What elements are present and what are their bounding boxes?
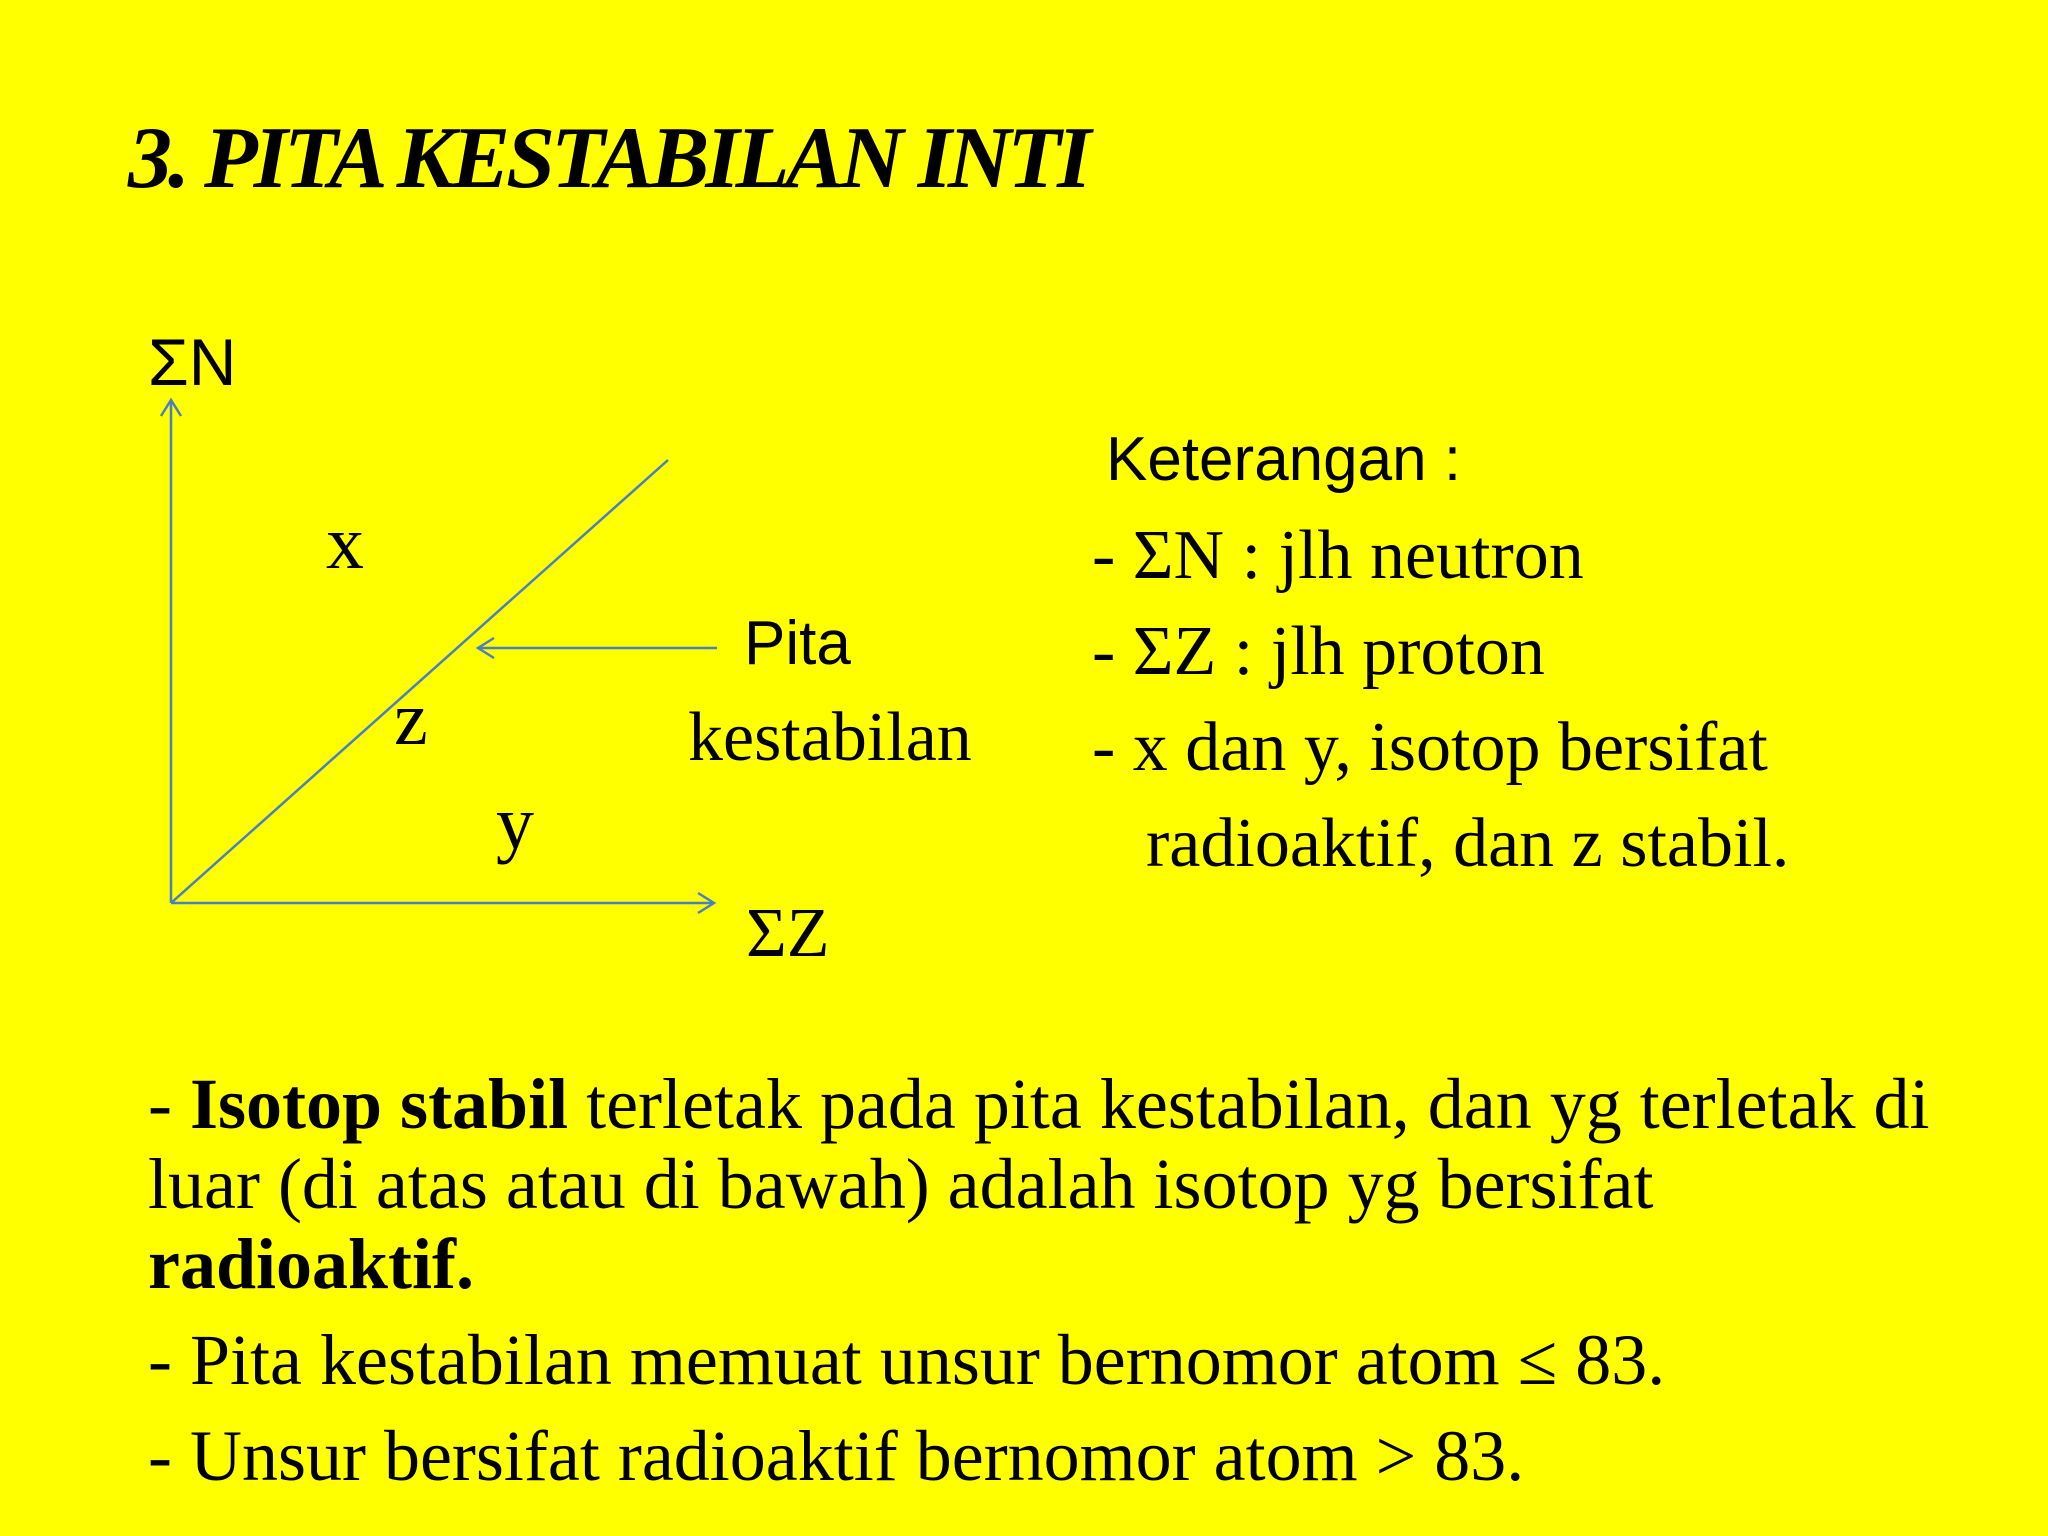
legend-heading: Keterangan :: [1106, 425, 1462, 494]
note-bold-isotop-stabil: Isotop stabil: [189, 1064, 569, 1144]
note-unsur-radioaktif: - Unsur bersifat radioaktif bernomor atom > 83.: [148, 1416, 1525, 1496]
region-y-label: y: [496, 781, 534, 865]
legend-item-proton: - ΣZ : jlh proton: [1092, 613, 1545, 690]
x-axis-label: ΣZ: [746, 895, 830, 972]
note-dash: -: [148, 1064, 190, 1144]
region-x-label: x: [326, 501, 364, 585]
note-text: terletak pada pita kestabilan, dan yg terletak di luar (di atas atau di bawah) adalah isotop yg bersifat: [148, 1064, 1930, 1224]
legend-item-xy-cont: radioaktif, dan z stabil.: [1146, 805, 1790, 882]
page-title: 3. PITA KESTABILAN INTI: [128, 110, 1088, 207]
pointer-label-line1: Pita: [744, 609, 851, 678]
notes: [148, 1064, 1948, 1496]
legend-item-neutron: - ΣN : jlh neutron: [1092, 517, 1584, 594]
y-axis-label: ΣN: [148, 325, 237, 399]
pointer-label-line2: kestabilan: [688, 699, 972, 776]
region-z-label: z: [394, 677, 428, 761]
legend: [1092, 412, 1789, 892]
note-isotop-stabil: [148, 1064, 1948, 1304]
note-bold-radioaktif: radioaktif.: [148, 1224, 475, 1304]
legend-item-xy: - x dan y, isotop bersifat: [1092, 709, 1768, 786]
note-pita-kestabilan: - Pita kestabilan memuat unsur bernomor atom ≤ 83.: [148, 1320, 1666, 1400]
